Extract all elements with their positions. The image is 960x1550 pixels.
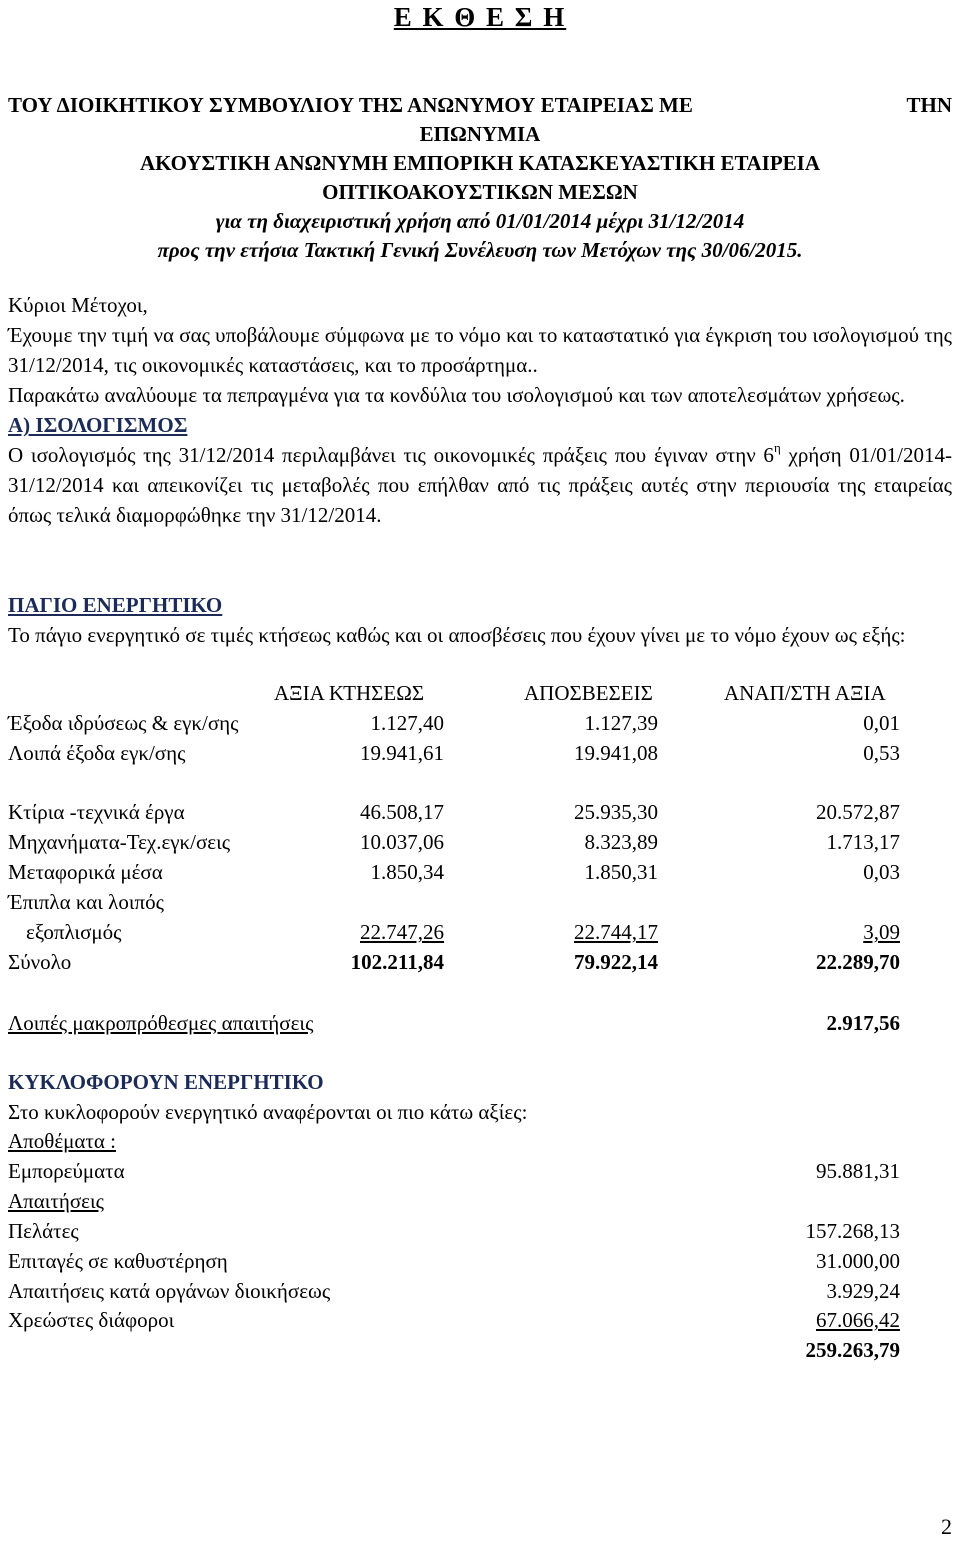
col-header-net-value: ΑΝΑΠ/ΣΤΗ ΑΞΙΑ xyxy=(724,681,886,705)
header-line-1: ΤΟΥ ΔΙΟΙΚΗΤΙΚΟΥ ΣΥΜΒΟΥΛΙΟΥ ΤΗΣ ΑΝΩΝΥΜΟΥ ΕΤΑΙΡΕΙΑΣ ΜΕ ΤΗΝ xyxy=(8,93,952,117)
col-header-acquisition: ΑΞΙΑ ΚΤΗΣΕΩΣ xyxy=(274,681,425,705)
fixed-assets-total-row: Σύνολο 102.211,84 79.922,14 22.289,70 xyxy=(8,950,900,974)
fixed-assets-text: Το πάγιο ενεργητικό σε τιμές κτήσεως καθώς και οι αποσβέσεις που έχουν γίνει με το νόμο έχουν ως εξής: xyxy=(8,623,906,647)
page-number: 2 xyxy=(941,1514,952,1539)
greeting: Κύριοι Μέτοχοι, xyxy=(8,293,148,317)
table-row: Κτίρια -τεχνικά έργα 46.508,17 25.935,30 20.572,87 xyxy=(8,800,900,824)
fixed-assets-section xyxy=(8,590,952,650)
receivables-total-row: 259.263,79 xyxy=(805,1338,900,1362)
balance-heading: Α) ΙΣΟΛΟΓΙΣΜΟΣ xyxy=(8,413,188,437)
report-header xyxy=(8,91,952,265)
table-row: Λοιπά έξοδα εγκ/σης 19.941,61 19.941,08 0,53 xyxy=(8,741,900,765)
inventory-heading: Αποθέματα : xyxy=(8,1129,116,1153)
list-item: Επιταγές σε καθυστέρηση 31.000,00 xyxy=(8,1249,900,1273)
table-row: Μεταφορικά μέσα 1.850,34 1.850,31 0,03 xyxy=(8,860,900,884)
current-assets-heading: ΚΥΚΛΟΦΟΡΟΥΝ ΕΝΕΡΓΗΤΙΚΟ xyxy=(8,1070,324,1094)
fixed-assets-heading: ΠΑΓΙΟ ΕΝΕΡΓΗΤΙΚΟ xyxy=(8,593,223,617)
receivables-heading: Απαιτήσεις xyxy=(8,1189,104,1213)
header-line-5: για τη διαχειριστική χρήση από 01/01/2014 μέχρι 31/12/2014 xyxy=(215,209,745,233)
header-line-2: ΕΠΩΝΥΜΙΑ xyxy=(419,122,541,146)
list-item: Απαιτήσεις κατά οργάνων διοικήσεως 3.929,24 xyxy=(8,1279,900,1303)
table-row: Έξοδα ιδρύσεως & εγκ/σης 1.127,40 1.127,39 0,01 xyxy=(8,711,900,735)
long-term-receivables-row: Λοιπές μακροπρόθεσμες απαιτήσεις 2.917,56 xyxy=(8,1011,900,1035)
current-assets-text: Στο κυκλοφορούν ενεργητικό αναφέρονται οι πιο κάτω αξίες: xyxy=(8,1100,528,1124)
list-item: Χρεώστες διάφοροι 67.066,42 xyxy=(8,1308,900,1332)
table-row: Έπιπλα και λοιπός xyxy=(8,890,164,914)
fixed-assets-col-headers xyxy=(8,678,952,708)
header-line-6: προς την ετήσια Τακτική Γενική Συνέλευση των Μετόχων της 30/06/2015. xyxy=(157,238,803,262)
header-line-3: ΑΚΟΥΣΤΙΚΗ ΑΝΩΝΥΜΗ ΕΜΠΟΡΙΚΗ ΚΑΤΑΣΚΕΥΑΣΤΙΚΗ ΕΤΑΙΡΕΙΑ xyxy=(139,151,821,175)
report-title: Ε Κ Θ Ε Σ Η xyxy=(393,2,567,32)
list-item: Εμπορεύματα 95.881,31 xyxy=(8,1159,900,1183)
intro-section xyxy=(8,290,952,530)
header-line-4: ΟΠΤΙΚΟΑΚΟΥΣΤΙΚΩΝ ΜΕΣΩΝ xyxy=(322,180,638,204)
intro-paragraph-2: Παρακάτω αναλύουμε τα πεπραγμένα για τα κονδύλια του ισολογισμού και των αποτελεσμάτων χρήσεως. xyxy=(8,383,905,407)
balance-paragraph: Ο ισολογισμός της 31/12/2014 περιλαμβάνει τις οικονομικές πράξεις που έγιναν στην $6^\eta$ χρήση 01/01/2014-31/12/2014 και απεικονίζει τις μεταβολές που επήλθαν από τις πράξεις αυτές στην περιουσία της εταιρείας όπως τελικά διαμορφώθηκε την 31/12/2014. xyxy=(8,440,952,527)
col-header-depreciation: ΑΠΟΣΒΕΣΕΙΣ xyxy=(524,681,653,705)
list-item: Πελάτες 157.268,13 xyxy=(8,1219,900,1243)
intro-paragraph-1: Έχουμε την τιμή να σας υποβάλουμε σύμφωνα με το νόμο και το καταστατικό για έγκριση του ισολογισμού της 31/12/2014, τις οικονομικές καταστάσεις, και το προσάρτημα.. xyxy=(8,323,952,377)
table-row: εξοπλισμός 22.747,26 22.744,17 3,09 xyxy=(26,920,900,944)
table-row: Μηχανήματα-Τεχ.εγκ/σεις 10.037,06 8.323,89 1.713,17 xyxy=(8,830,900,854)
